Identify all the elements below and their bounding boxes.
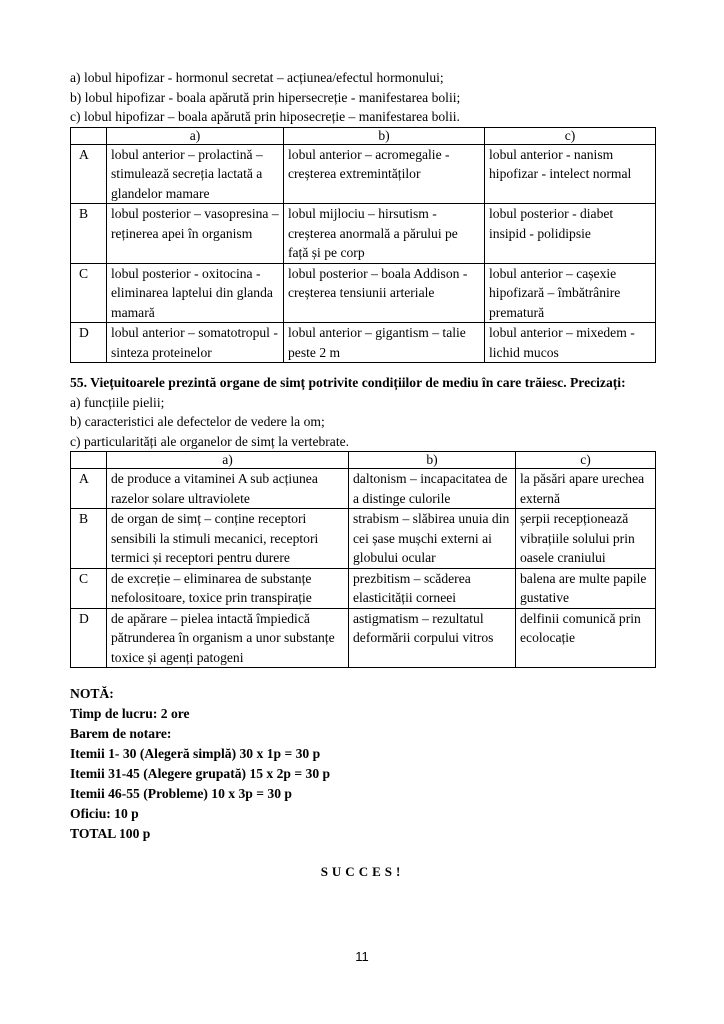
table-header: b) xyxy=(349,452,516,469)
note-line: Barem de notare: xyxy=(70,726,172,741)
table-cell: lobul anterior – acromegalie - creșterea extremintăților xyxy=(284,144,485,204)
table-header-empty xyxy=(71,127,107,144)
note-line: Itemii 31-45 (Alegere grupată) 15 x 2p = 30 p xyxy=(70,766,331,781)
table-header-row xyxy=(71,452,656,469)
q54-item-b: b) lobul hipofizar - boala apărută prin hipersecreție - manifestarea bolii; xyxy=(70,89,461,105)
table-header: c) xyxy=(485,127,656,144)
table-cell: lobul anterior – cașexie hipofizară – îmbătrânire prematură xyxy=(485,263,656,323)
note-line: TOTAL 100 p xyxy=(70,826,151,841)
table-row xyxy=(71,568,656,608)
table-row xyxy=(71,469,656,509)
table-row xyxy=(71,608,656,668)
table-cell: la păsări apare urechea externă xyxy=(516,469,656,509)
row-letter: B xyxy=(71,204,107,264)
table-cell: lobul posterior – vasopresina – reținerea apei în organism xyxy=(107,204,284,264)
table-cell: de produce a vitaminei A sub acțiunea razelor solare ultraviolete xyxy=(107,469,349,509)
success-message: SUCCES! xyxy=(320,864,405,879)
table-cell: lobul mijlociu – hirsutism - creșterea anormală a părului pe față și pe corp xyxy=(284,204,485,264)
table-cell: prezbitism – scăderea elasticității corneei xyxy=(349,568,516,608)
table-row xyxy=(71,144,656,204)
table-header: c) xyxy=(516,452,656,469)
table-cell: de apărare – pielea intactă împiedică pătrunderea în organism a unor substanțe toxice și agenți patogeni xyxy=(107,608,349,668)
table-cell: lobul posterior - oxitocina -eliminarea laptelui din glanda mamară xyxy=(107,263,284,323)
table-cell: delfinii comunică prin ecolocație xyxy=(516,608,656,668)
row-letter: B xyxy=(71,509,107,569)
table-cell: lobul anterior – gigantism – talie peste 2 m xyxy=(284,323,485,363)
page-number: 11 xyxy=(355,949,369,964)
table-cell: lobul anterior - nanism hipofizar - intelect normal xyxy=(485,144,656,204)
table-cell: astigmatism – rezultatul deformării corpului vitros xyxy=(349,608,516,668)
row-letter: D xyxy=(71,323,107,363)
row-letter: C xyxy=(71,263,107,323)
table-cell: de excreție – eliminarea de substanțe nefolositoare, toxice prin transpirație xyxy=(107,568,349,608)
document-page xyxy=(70,68,655,882)
q55-answer-table xyxy=(70,451,656,668)
grading-note xyxy=(70,684,655,844)
q54-item-c: c) lobul hipofizar – boala apărută prin hiposecreție – manifestarea bolii. xyxy=(70,109,460,124)
table-cell: daltonism – incapacitatea de a distinge culorile xyxy=(349,469,516,509)
note-line: Itemii 1- 30 (Alegeră simplă) 30 x 1p = 30 p xyxy=(70,746,321,761)
q54-items xyxy=(70,68,655,127)
table-row xyxy=(71,204,656,264)
table-header-row xyxy=(71,127,656,144)
q55-item-a: a) funcțiile pielii; xyxy=(70,394,165,410)
table-header-empty xyxy=(71,452,107,469)
note-heading: NOTĂ: xyxy=(70,686,114,701)
table-cell: balena are multe papile gustative xyxy=(516,568,656,608)
q55-item-c: c) particularități ale organelor de simț la vertebrate. xyxy=(70,433,350,449)
note-line: Oficiu: 10 p xyxy=(70,806,139,821)
note-line: Itemii 46-55 (Probleme) 10 x 3p = 30 p xyxy=(70,786,292,801)
table-cell: lobul posterior - diabet insipid - polidipsie xyxy=(485,204,656,264)
table-cell: șerpii recepționează vibrațiile solului prin oasele craniului xyxy=(516,509,656,569)
note-line: Timp de lucru: 2 ore xyxy=(70,706,190,721)
table-cell: lobul posterior – boala Addison - creșterea tensiunii arteriale xyxy=(284,263,485,323)
table-row xyxy=(71,263,656,323)
table-cell: lobul anterior – mixedem - lichid mucos xyxy=(485,323,656,363)
row-letter: C xyxy=(71,568,107,608)
table-cell: de organ de simț – conține receptori sensibili la stimuli mecanici, receptori termici și receptori pentru durere xyxy=(107,509,349,569)
table-cell: lobul anterior – somatotropul - sinteza proteinelor xyxy=(107,323,284,363)
table-header: b) xyxy=(284,127,485,144)
table-cell: lobul anterior – prolactină – stimulează secreția lactată a glandelor mamare xyxy=(107,144,284,204)
table-header: a) xyxy=(107,127,284,144)
q54-item-a: a) lobul hipofizar - hormonul secretat – acțiunea/efectul hormonului; xyxy=(70,70,444,85)
row-letter: A xyxy=(71,144,107,204)
table-row xyxy=(71,509,656,569)
row-letter: A xyxy=(71,469,107,509)
table-cell: strabism – slăbirea unuia din cei șase mușchi externi ai globului ocular xyxy=(349,509,516,569)
q54-answer-table xyxy=(70,127,656,364)
q55-title: 55. Viețuitoarele prezintă organe de simț potrivite condițiilor de mediu în care trăiesc. Precizați: xyxy=(70,375,626,390)
table-header: a) xyxy=(107,452,349,469)
table-row xyxy=(71,323,656,363)
q55-item-b: b) caracteristici ale defectelor de vedere la om; xyxy=(70,414,325,429)
q55-items xyxy=(70,393,655,452)
row-letter: D xyxy=(71,608,107,668)
